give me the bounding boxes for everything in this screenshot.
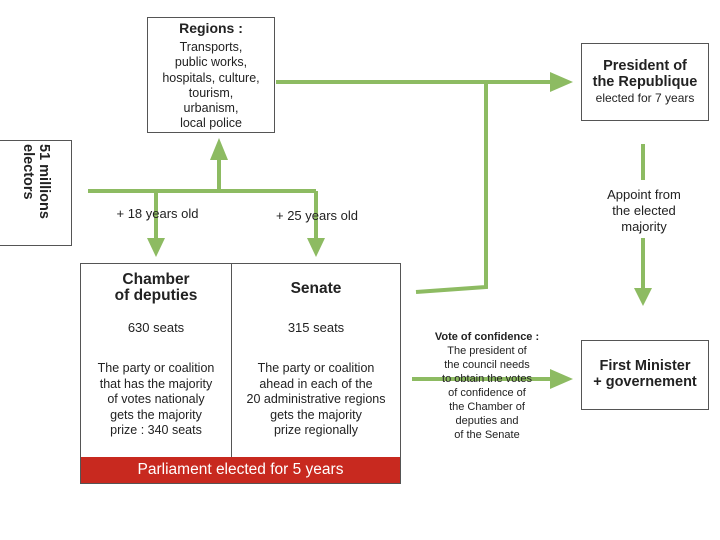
regions-line: urbanism, (183, 101, 239, 116)
electors-label (20, 144, 52, 244)
chamber-title-line2: of deputies (114, 287, 198, 304)
parliament-banner: Parliament elected for 5 years (81, 457, 400, 483)
senate-seats: 315 seats (287, 320, 345, 335)
parliament-box (80, 263, 401, 484)
president-title (582, 58, 708, 90)
age-label-chamber: + 18 years old (116, 206, 199, 221)
appoint-text (590, 187, 698, 235)
senate-desc-line: The party or coalition (257, 361, 375, 375)
regions-line: public works, (174, 55, 248, 70)
vote-line: to obtain the votes (442, 373, 532, 385)
appoint-line: Appoint from (607, 187, 681, 202)
senate-title: Senate (290, 280, 342, 297)
appoint-line: the elected (612, 203, 676, 218)
vote-line: the Chamber of (449, 401, 525, 413)
chamber-desc (81, 361, 231, 439)
senate-desc-line: 20 administrative regions (246, 392, 386, 406)
vote-title: Vote of confidence : (434, 331, 540, 343)
president-title-line1: President of (603, 58, 687, 74)
senate-desc-line: ahead in each of the (259, 376, 373, 391)
arrowhead-down-first-minister (634, 288, 652, 306)
regions-line: local police (180, 116, 242, 131)
chamber-title-line1: Chamber (122, 271, 190, 288)
regions-line: hospitals, culture, (162, 70, 260, 85)
arrowhead-right-president (550, 72, 573, 92)
vote-line: of confidence of (448, 387, 526, 399)
senate-desc-line: prize regionally (273, 423, 359, 437)
first-minister-line1: First Minister (599, 358, 691, 374)
regions-line: tourism, (188, 85, 234, 100)
chamber-seats: 630 seats (127, 320, 185, 335)
chamber-desc-line: of votes nationaly (107, 392, 205, 406)
chamber-desc-line: The party or coalition (97, 361, 215, 375)
regions-list (148, 40, 274, 132)
electors-line2: electors (20, 144, 36, 200)
first-minister-title (582, 358, 708, 390)
regions-box (147, 17, 275, 133)
first-minister-line2: + governement (593, 374, 697, 390)
vote-line: The president of (447, 345, 527, 357)
first-minister-box (581, 340, 709, 410)
vote-line: deputies and (455, 415, 519, 427)
chamber-title (81, 272, 231, 304)
arrowhead-down-senate (307, 238, 325, 257)
arrowhead-up-regions (210, 138, 228, 160)
senate-desc-line: gets the majority (270, 407, 362, 422)
president-subtitle: elected for 7 years (595, 91, 695, 105)
electors-box (0, 140, 72, 246)
chamber-desc-line: prize : 340 seats (110, 423, 202, 437)
regions-line: Transports, (179, 40, 243, 54)
arrowhead-down-chamber (147, 238, 165, 257)
president-box (581, 43, 709, 121)
age-label-senate: + 25 years old (275, 208, 359, 223)
president-title-line2: the Republique (592, 74, 698, 90)
regions-title: Regions : (179, 20, 243, 36)
vote-line: the council needs (444, 359, 530, 371)
vote-line: of the Senate (454, 429, 520, 441)
appoint-line: majority (621, 219, 667, 234)
arrowhead-right-first-minister (550, 369, 573, 389)
chamber-desc-line: gets the majority (110, 407, 202, 422)
chamber-desc-line: that has the majority (99, 376, 213, 391)
vote-of-confidence (424, 330, 550, 442)
electors-line1: 51 millions (36, 144, 52, 219)
senate-desc (232, 361, 400, 439)
